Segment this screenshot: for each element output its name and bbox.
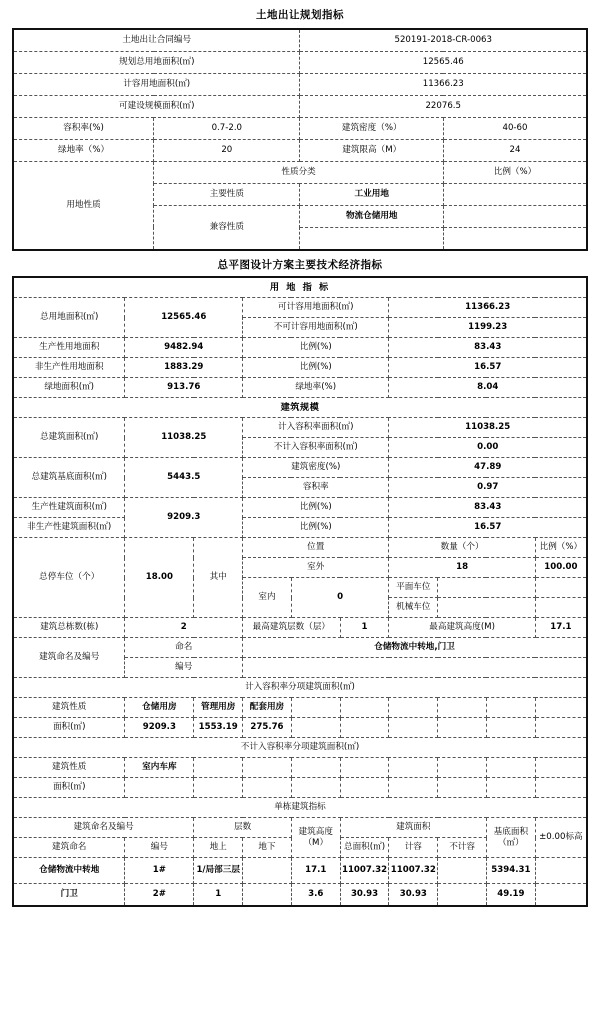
uncounted-area-5 <box>340 778 389 798</box>
total-land-area-value: 12565.46 <box>125 298 243 338</box>
single-row-2-above: 1 <box>194 884 243 906</box>
total-buildings-label: 建筑总栋数(栋) <box>13 618 125 638</box>
uncounted-nature-5 <box>340 758 389 778</box>
counted-nature-7 <box>438 698 487 718</box>
table1-title: 土地出让规划指标 <box>256 9 344 21</box>
green-area-label: 绿地面积(㎡) <box>13 378 125 398</box>
nonproductive-land-value: 1883.29 <box>125 358 243 378</box>
primary-nature-ratio <box>443 183 587 205</box>
table-row <box>13 358 587 378</box>
total-planned-land-value: 12565.46 <box>300 51 587 73</box>
green-area-value: 913.76 <box>125 378 243 398</box>
parking-count-label: 数量（个） <box>389 538 535 558</box>
table-row <box>13 338 587 358</box>
total-land-area-label: 总用地面积(㎡) <box>13 298 125 338</box>
building-number-label: 编号 <box>125 658 243 678</box>
uncounted-nature-label: 建筑性质 <box>13 758 125 778</box>
building-name-value: 仓储物流中转地,门卫 <box>243 638 587 658</box>
table-row <box>13 858 587 884</box>
single-floors-group-header: 层数 <box>194 818 292 838</box>
table-row <box>13 378 587 398</box>
uncounted-nature-6 <box>389 758 438 778</box>
single-area-group-header: 建筑面积 <box>340 818 486 838</box>
outdoor-parking-ratio: 100.00 <box>535 558 587 578</box>
flat-parking-ratio <box>535 578 587 598</box>
green-ratio-label: 绿地率(%) <box>243 378 389 398</box>
productive-gfa-ratio-label: 比例(%) <box>243 498 389 518</box>
section-building-scale: 建筑规模 <box>13 398 587 418</box>
plot-ratio-value: 0.7-2.0 <box>154 117 300 139</box>
uncounted-area-4 <box>291 778 340 798</box>
section-single-building: 单栋建筑指标 <box>13 798 587 818</box>
table-row <box>13 95 587 117</box>
single-row-1-number: 1# <box>125 858 194 884</box>
buildable-scale-label: 可建设规模面积(㎡) <box>13 95 300 117</box>
far-land-area-value: 11366.23 <box>300 73 587 95</box>
table-row <box>13 117 587 139</box>
table-row <box>13 618 587 638</box>
green-rate-value: 20 <box>154 139 300 161</box>
section-header-row <box>13 738 587 758</box>
single-row-2-below <box>243 884 292 906</box>
section-header-row <box>13 798 587 818</box>
single-number-header: 编号 <box>125 838 194 858</box>
single-row-2-number: 2# <box>125 884 194 906</box>
plot-ratio-label: 容积率(%) <box>13 117 154 139</box>
flat-parking-label: 平面车位 <box>389 578 438 598</box>
uncounted-area-label: 面积(㎡) <box>13 778 125 798</box>
table-row <box>13 498 587 518</box>
plot-ratio-value-2: 0.97 <box>389 478 587 498</box>
total-planned-land-label: 规划总用地面积(㎡) <box>13 51 300 73</box>
counted-nature-6 <box>389 698 438 718</box>
single-footprint-header <box>486 818 535 858</box>
table-header-row <box>13 818 587 838</box>
single-row-2-counted: 30.93 <box>389 884 438 906</box>
counted-nature-3: 配套用房 <box>243 698 292 718</box>
plot-ratio-label-2: 容积率 <box>243 478 389 498</box>
single-footprint-header-text: 基底面积 <box>493 826 529 837</box>
compatible-nature-ratio-2 <box>443 227 587 250</box>
parking-among-label: 其中 <box>194 538 243 618</box>
nonproductive-land-label: 非生产性用地面积 <box>13 358 125 378</box>
building-density-value: 40-60 <box>443 117 587 139</box>
table-row <box>13 418 587 438</box>
single-name-group-header: 建筑命名及编号 <box>13 818 194 838</box>
single-row-1-name: 仓储物流中转地 <box>13 858 125 884</box>
nature-ratio-label: 比例（%） <box>443 161 587 183</box>
total-gfa-value: 11038.25 <box>125 418 243 458</box>
parking-position-label: 位置 <box>243 538 389 558</box>
counted-area-1: 9209.3 <box>125 718 194 738</box>
uncounted-nature-9 <box>535 758 587 778</box>
single-row-2-footprint: 49.19 <box>486 884 535 906</box>
single-uncounted-header: 不计容 <box>438 838 487 858</box>
uncounted-area-1 <box>125 778 194 798</box>
section-counted-breakdown: 计入容积率分项建筑面积(㎡) <box>13 678 587 698</box>
max-floors-label: 最高建筑层数（层） <box>243 618 341 638</box>
total-footprint-value: 5443.5 <box>125 458 243 498</box>
max-height-value: 17.1 <box>535 618 587 638</box>
section-land-indicators: 用 地 指 标 <box>13 277 587 298</box>
table-row <box>13 51 587 73</box>
productive-land-ratio-label: 比例(%) <box>243 338 389 358</box>
building-name-label: 命名 <box>125 638 243 658</box>
single-row-2-name: 门卫 <box>13 884 125 906</box>
indoor-parking-count: 0 <box>291 578 389 618</box>
uncounted-nature-3 <box>243 758 292 778</box>
compatible-nature-value: 物流仓储用地 <box>300 205 444 227</box>
uncounted-nature-2 <box>194 758 243 778</box>
section-header-row <box>13 678 587 698</box>
compatible-nature-label: 兼容性质 <box>154 205 300 250</box>
counted-nature-9 <box>535 698 587 718</box>
single-height-header <box>291 818 340 858</box>
counted-nature-label: 建筑性质 <box>13 698 125 718</box>
table-row <box>13 139 587 161</box>
single-row-2-height: 3.6 <box>291 884 340 906</box>
single-counted-header: 计容 <box>389 838 438 858</box>
counted-far-area-value: 11038.25 <box>389 418 587 438</box>
section-header-row <box>13 398 587 418</box>
uncounted-area-2 <box>194 778 243 798</box>
table-row <box>13 758 587 778</box>
single-row-1-counted: 11007.32 <box>389 858 438 884</box>
single-row-1-elevation <box>535 858 587 884</box>
counted-far-area-label: 计入容积率面积(㎡) <box>243 418 389 438</box>
uncounted-area-7 <box>438 778 487 798</box>
land-transfer-indicators-table <box>12 28 588 251</box>
productive-land-value: 9482.94 <box>125 338 243 358</box>
single-total-area-header: 总面积(㎡) <box>340 838 389 858</box>
buildable-scale-value: 22076.5 <box>300 95 587 117</box>
uncounted-far-area-value: 0.00 <box>389 438 587 458</box>
parking-ratio-label: 比例（%） <box>535 538 587 558</box>
total-footprint-label: 总建筑基底面积(㎡) <box>13 458 125 498</box>
single-row-1-below <box>243 858 292 884</box>
primary-nature-value: 工业用地 <box>300 183 444 205</box>
section-uncounted-breakdown: 不计入容积率分项建筑面积(㎡) <box>13 738 587 758</box>
far-land-area-label: 计容用地面积(㎡) <box>13 73 300 95</box>
countable-land-area-label: 可计容用地面积(㎡) <box>243 298 389 318</box>
single-row-1-uncounted <box>438 858 487 884</box>
table-row <box>13 458 587 478</box>
uncounted-nature-7 <box>438 758 487 778</box>
nonproductive-gfa-ratio-label: 比例(%) <box>243 518 389 538</box>
total-parking-value: 18.00 <box>125 538 194 618</box>
section-header-row <box>13 277 587 298</box>
single-above-header: 地上 <box>194 838 243 858</box>
counted-area-label: 面积(㎡) <box>13 718 125 738</box>
nonproductive-land-ratio-label: 比例(%) <box>243 358 389 378</box>
nonproductive-gfa-label: 非生产性建筑面积(㎡) <box>13 518 125 538</box>
counted-nature-5 <box>340 698 389 718</box>
contract-number-value: 520191-2018-CR-0063 <box>300 29 587 52</box>
table-row <box>13 518 587 538</box>
uncounted-far-area-label: 不计入容积率面积(㎡) <box>243 438 389 458</box>
uncountable-land-area-label: 不可计容用地面积(㎡) <box>243 318 389 338</box>
total-gfa-label: 总建筑面积(㎡) <box>13 418 125 458</box>
uncounted-nature-1: 室内车库 <box>125 758 194 778</box>
compatible-nature-value-2 <box>300 227 444 250</box>
counted-area-4 <box>291 718 340 738</box>
counted-nature-4 <box>291 698 340 718</box>
counted-area-8 <box>486 718 535 738</box>
counted-area-5 <box>340 718 389 738</box>
mechanical-parking-ratio <box>535 598 587 618</box>
table-row <box>13 73 587 95</box>
building-density-value-2: 47.89 <box>389 458 587 478</box>
green-rate-label: 绿地率（%） <box>13 139 154 161</box>
productive-gfa-value: 9209.3 <box>125 498 243 538</box>
total-parking-label: 总停车位（个） <box>13 538 125 618</box>
building-naming-group-label: 建筑命名及编号 <box>13 638 125 678</box>
uncounted-area-9 <box>535 778 587 798</box>
single-height-header-text: 建筑高度 <box>298 826 333 837</box>
table2-title: 总平图设计方案主要技术经济指标 <box>217 258 383 271</box>
primary-nature-label: 主要性质 <box>154 183 300 205</box>
compatible-nature-ratio <box>443 205 587 227</box>
max-height-label: 最高建筑高度(M) <box>389 618 535 638</box>
uncounted-nature-8 <box>486 758 535 778</box>
productive-gfa-label: 生产性建筑面积(㎡) <box>13 498 125 518</box>
counted-area-6 <box>389 718 438 738</box>
building-density-label-2: 建筑密度(%) <box>243 458 389 478</box>
total-buildings-value: 2 <box>125 618 243 638</box>
countable-land-area-value: 11366.23 <box>389 298 587 318</box>
building-number-value <box>243 658 587 678</box>
table-row <box>13 298 587 318</box>
uncounted-area-6 <box>389 778 438 798</box>
table-row <box>13 538 587 558</box>
single-below-header: 地下 <box>243 838 292 858</box>
single-row-2-uncounted <box>438 884 487 906</box>
table-row <box>13 778 587 798</box>
counted-area-9 <box>535 718 587 738</box>
uncounted-area-3 <box>243 778 292 798</box>
contract-number-label: 土地出让合同编号 <box>13 29 300 52</box>
table-row <box>13 161 587 183</box>
table-row <box>13 884 587 906</box>
outdoor-parking-label: 室外 <box>243 558 389 578</box>
single-row-1-footprint: 5394.31 <box>486 858 535 884</box>
indoor-parking-label: 室内 <box>243 578 292 618</box>
outdoor-parking-count: 18 <box>389 558 535 578</box>
table-row <box>13 698 587 718</box>
mechanical-parking-count <box>438 598 536 618</box>
productive-gfa-ratio-value: 83.43 <box>389 498 587 518</box>
counted-nature-2: 管理用房 <box>194 698 243 718</box>
uncounted-area-8 <box>486 778 535 798</box>
single-height-header-unit: （M） <box>303 837 329 848</box>
nature-classification-label: 性质分类 <box>154 161 444 183</box>
productive-land-ratio-value: 83.43 <box>389 338 587 358</box>
single-row-1-above: 1/局部三层 <box>194 858 243 884</box>
table-row <box>13 29 587 52</box>
flat-parking-count <box>438 578 536 598</box>
max-floors-value: 1 <box>340 618 389 638</box>
nonproductive-gfa-ratio-value: 16.57 <box>389 518 587 538</box>
counted-nature-1: 仓储用房 <box>125 698 194 718</box>
productive-land-label: 生产性用地面积 <box>13 338 125 358</box>
counted-nature-8 <box>486 698 535 718</box>
table-row <box>13 718 587 738</box>
site-plan-technical-indicators-table <box>12 276 588 907</box>
counted-area-7 <box>438 718 487 738</box>
counted-area-3: 275.76 <box>243 718 292 738</box>
mechanical-parking-label: 机械车位 <box>389 598 438 618</box>
single-name-header: 建筑命名 <box>13 838 125 858</box>
land-nature-label: 用地性质 <box>13 161 154 250</box>
uncounted-nature-4 <box>291 758 340 778</box>
counted-area-2: 1553.19 <box>194 718 243 738</box>
green-ratio-value: 8.04 <box>389 378 587 398</box>
single-row-2-total-area: 30.93 <box>340 884 389 906</box>
building-density-label: 建筑密度（%） <box>300 117 444 139</box>
single-row-2-elevation <box>535 884 587 906</box>
height-limit-value: 24 <box>443 139 587 161</box>
uncountable-land-area-value: 1199.23 <box>389 318 587 338</box>
single-elevation-header: ±0.00标高 <box>535 818 587 858</box>
single-footprint-header-unit: （㎡） <box>497 837 524 848</box>
table-row <box>13 638 587 658</box>
single-row-1-height: 17.1 <box>291 858 340 884</box>
single-row-1-total-area: 11007.32 <box>340 858 389 884</box>
nonproductive-land-ratio-value: 16.57 <box>389 358 587 378</box>
height-limit-label: 建筑限高（M） <box>300 139 444 161</box>
